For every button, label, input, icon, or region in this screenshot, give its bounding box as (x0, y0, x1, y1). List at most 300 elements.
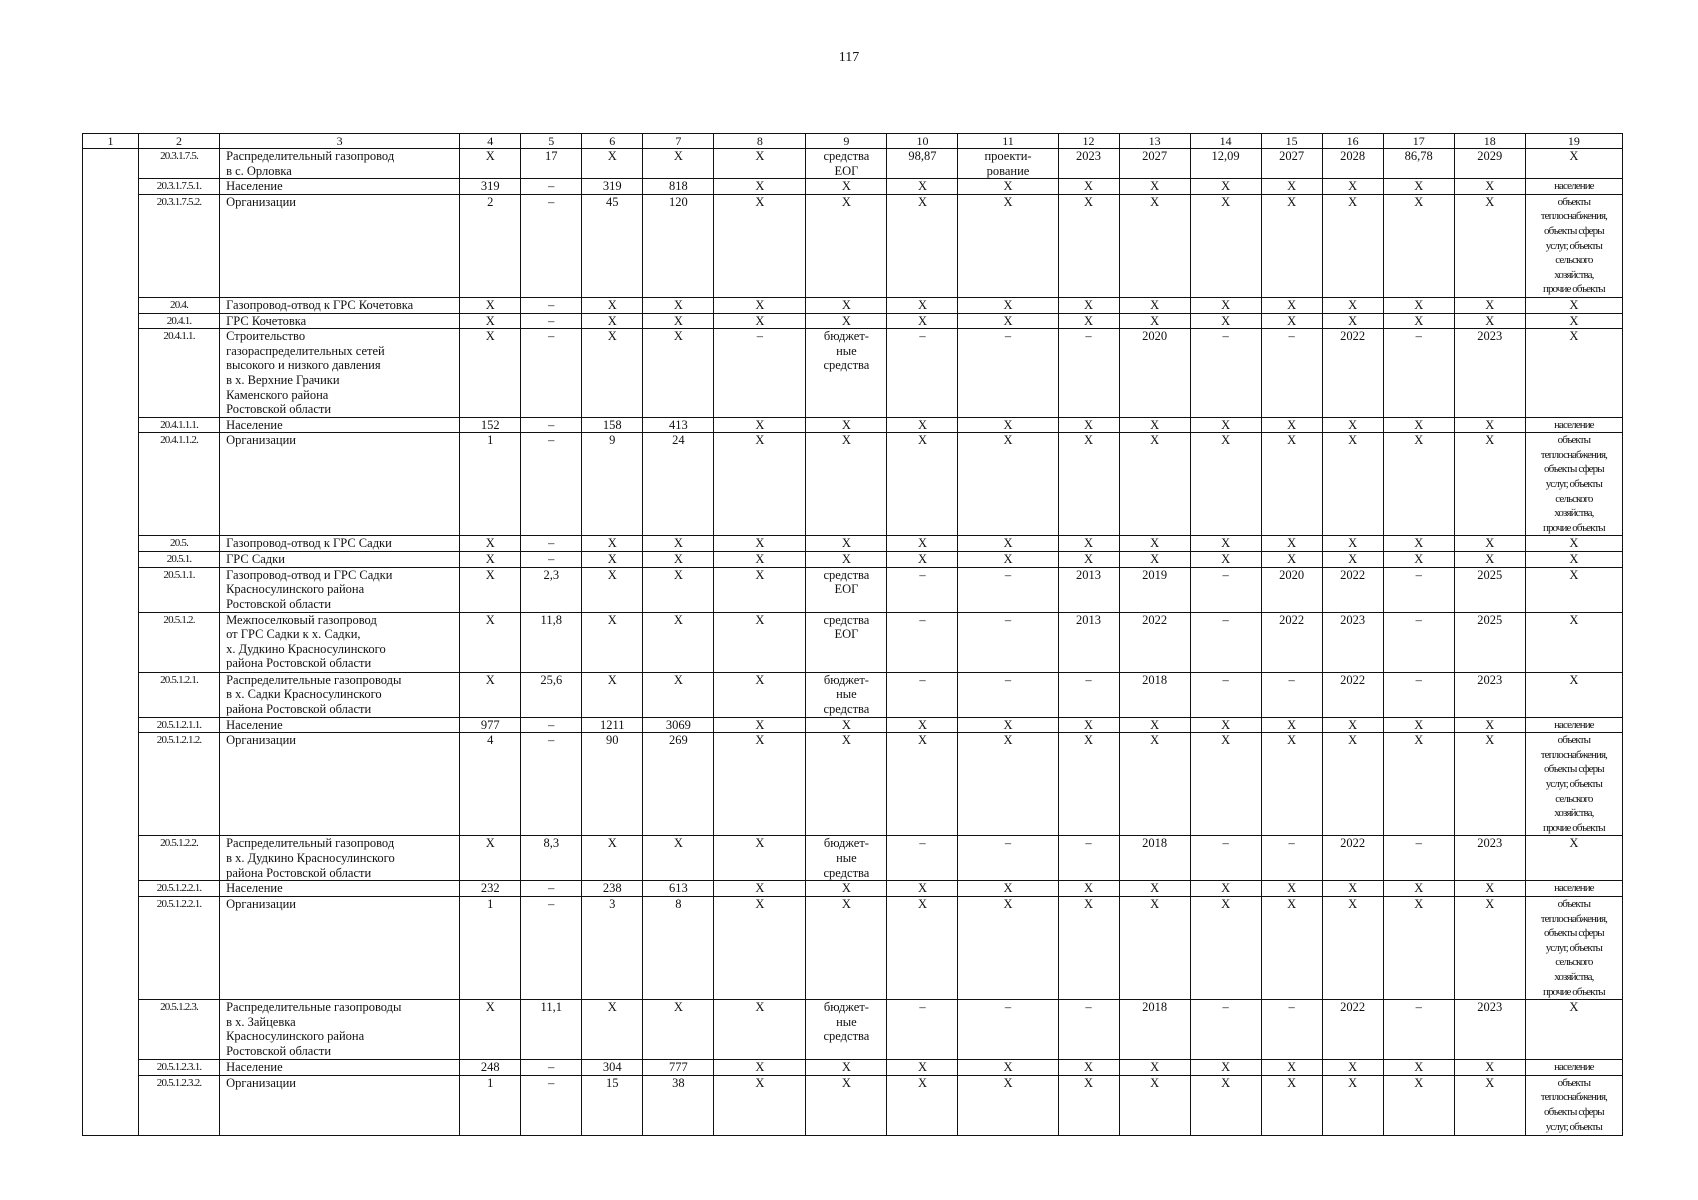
cell-c6: 158 (582, 417, 643, 433)
cell-c5: – (521, 329, 582, 418)
cell-c19: объекты теплоснабжения, объекты сферы услуг, объекты сельского хозяйства, прочие объекты (1525, 733, 1622, 836)
cell-c5: – (521, 1075, 582, 1135)
cell-c9: средства ЕОГ (806, 567, 887, 612)
cell-c13: X (1119, 1075, 1190, 1135)
cell-c14: X (1190, 536, 1261, 552)
row-name: Межпоселковый газопровод от ГРС Садки к х. Садки, х. Дудкино Красносулинского района Ростовской области (220, 612, 460, 672)
cell-c18: X (1454, 881, 1525, 897)
row-code: 20.4.1.1. (139, 329, 220, 418)
cell-c14: – (1190, 567, 1261, 612)
cell-c12: X (1058, 1075, 1119, 1135)
cell-c18: X (1454, 313, 1525, 329)
header-cell-1: 1 (83, 134, 139, 149)
cell-c12: X (1058, 717, 1119, 733)
cell-c17: X (1383, 717, 1454, 733)
cell-c7: 24 (643, 433, 714, 536)
cell-c14: X (1190, 896, 1261, 999)
cell-c19: население (1525, 1060, 1622, 1076)
header-cell-12: 12 (1058, 134, 1119, 149)
cell-c16: 2028 (1322, 149, 1383, 179)
row-name: Газопровод-отвод и ГРС Садки Красносулинского района Ростовской области (220, 567, 460, 612)
header-cell-4: 4 (460, 134, 521, 149)
cell-c12: X (1058, 313, 1119, 329)
cell-c16: X (1322, 433, 1383, 536)
cell-c18: X (1454, 433, 1525, 536)
row-name: Население (220, 417, 460, 433)
cell-c10: – (887, 612, 958, 672)
cell-c11: – (958, 612, 1058, 672)
cell-c18: X (1454, 1075, 1525, 1135)
cell-c6: 238 (582, 881, 643, 897)
cell-c11: X (958, 1060, 1058, 1076)
cell-c8: X (714, 717, 806, 733)
cell-c15: X (1261, 536, 1322, 552)
cell-c10: X (887, 179, 958, 195)
cell-c19: объекты теплоснабжения, объекты сферы услуг, объекты сельского хозяйства, прочие объекты (1525, 194, 1622, 297)
cell-c4: 1 (460, 1075, 521, 1135)
row-code: 20.5.1.1. (139, 567, 220, 612)
cell-c5: – (521, 896, 582, 999)
cell-c15: X (1261, 297, 1322, 313)
cell-c6: 304 (582, 1060, 643, 1076)
cell-c15: X (1261, 552, 1322, 568)
cell-c7: X (643, 313, 714, 329)
row-code: 20.4. (139, 297, 220, 313)
header-cell-18: 18 (1454, 134, 1525, 149)
row-code: 20.3.1.7.5. (139, 149, 220, 179)
cell-c6: X (582, 536, 643, 552)
cell-c8: X (714, 881, 806, 897)
cell-c8: X (714, 612, 806, 672)
header-cell-13: 13 (1119, 134, 1190, 149)
cell-c12: X (1058, 536, 1119, 552)
table-row (83, 896, 1623, 999)
cell-c13: 2018 (1119, 1000, 1190, 1060)
cell-c4: X (460, 536, 521, 552)
cell-c12: X (1058, 194, 1119, 297)
cell-c5: – (521, 881, 582, 897)
cell-c4: 977 (460, 717, 521, 733)
cell-c9: X (806, 417, 887, 433)
cell-c5: – (521, 536, 582, 552)
cell-c8: X (714, 672, 806, 717)
cell-c13: X (1119, 194, 1190, 297)
cell-c8: X (714, 733, 806, 836)
cell-c15: X (1261, 313, 1322, 329)
cell-c8: X (714, 567, 806, 612)
cell-c9: бюджет- ные средства (806, 836, 887, 881)
cell-c11: – (958, 672, 1058, 717)
cell-c18: 2023 (1454, 329, 1525, 418)
row-code: 20.5.1.2.3. (139, 1000, 220, 1060)
table-row (83, 733, 1623, 836)
cell-c4: X (460, 612, 521, 672)
row-code: 20.3.1.7.5.1. (139, 179, 220, 195)
row-name: ГРС Кочетовка (220, 313, 460, 329)
cell-c5: 11,1 (521, 1000, 582, 1060)
cell-c7: 120 (643, 194, 714, 297)
cell-c19: X (1525, 672, 1622, 717)
cell-c15: 2022 (1261, 612, 1322, 672)
cell-c17: X (1383, 417, 1454, 433)
cell-c4: 248 (460, 1060, 521, 1076)
cell-c16: 2022 (1322, 836, 1383, 881)
cell-c7: 269 (643, 733, 714, 836)
cell-c12: X (1058, 552, 1119, 568)
cell-c12: X (1058, 881, 1119, 897)
header-row (83, 134, 1623, 149)
cell-c15: X (1261, 881, 1322, 897)
cell-c13: 2018 (1119, 836, 1190, 881)
cell-c15: – (1261, 836, 1322, 881)
cell-c13: X (1119, 313, 1190, 329)
cell-c10: X (887, 733, 958, 836)
cell-c4: X (460, 567, 521, 612)
cell-c13: X (1119, 717, 1190, 733)
cell-c19: X (1525, 552, 1622, 568)
cell-c16: X (1322, 194, 1383, 297)
cell-c7: X (643, 329, 714, 418)
cell-c13: X (1119, 179, 1190, 195)
cell-c11: проекти- рование (958, 149, 1058, 179)
cell-c12: 2023 (1058, 149, 1119, 179)
cell-c5: 2,3 (521, 567, 582, 612)
header-cell-14: 14 (1190, 134, 1261, 149)
cell-c5: 25,6 (521, 672, 582, 717)
table-row (83, 881, 1623, 897)
cell-c4: 232 (460, 881, 521, 897)
cell-c15: X (1261, 896, 1322, 999)
cell-c6: 319 (582, 179, 643, 195)
cell-c4: X (460, 297, 521, 313)
cell-c9: X (806, 297, 887, 313)
cell-c12: – (1058, 672, 1119, 717)
cell-c7: X (643, 612, 714, 672)
cell-c9: X (806, 881, 887, 897)
cell-c7: X (643, 552, 714, 568)
cell-c18: X (1454, 417, 1525, 433)
cell-c7: 3069 (643, 717, 714, 733)
row-name: Население (220, 717, 460, 733)
cell-c6: X (582, 612, 643, 672)
cell-c4: 319 (460, 179, 521, 195)
cell-c9: X (806, 1075, 887, 1135)
cell-c11: X (958, 297, 1058, 313)
cell-c9: средства ЕОГ (806, 149, 887, 179)
cell-c11: X (958, 881, 1058, 897)
cell-c17: – (1383, 836, 1454, 881)
cell-c11: X (958, 1075, 1058, 1135)
cell-c7: X (643, 672, 714, 717)
header-cell-10: 10 (887, 134, 958, 149)
cell-c11: X (958, 536, 1058, 552)
table-row (83, 297, 1623, 313)
cell-c10: – (887, 567, 958, 612)
cell-c16: X (1322, 552, 1383, 568)
cell-c18: X (1454, 179, 1525, 195)
table-row (83, 612, 1623, 672)
cell-c16: X (1322, 179, 1383, 195)
cell-c19: X (1525, 297, 1622, 313)
cell-c9: X (806, 717, 887, 733)
header-cell-16: 16 (1322, 134, 1383, 149)
cell-c5: – (521, 179, 582, 195)
cell-c19: X (1525, 1000, 1622, 1060)
table-row (83, 194, 1623, 297)
cell-c14: 12,09 (1190, 149, 1261, 179)
cell-c7: X (643, 536, 714, 552)
cell-c6: X (582, 313, 643, 329)
cell-c12: X (1058, 433, 1119, 536)
cell-c15: X (1261, 1075, 1322, 1135)
cell-c7: 818 (643, 179, 714, 195)
cell-c19: X (1525, 836, 1622, 881)
cell-c14: – (1190, 836, 1261, 881)
cell-c14: – (1190, 329, 1261, 418)
cell-c4: X (460, 329, 521, 418)
cell-c9: X (806, 536, 887, 552)
header-cell-3: 3 (220, 134, 460, 149)
row-name: Газопровод-отвод к ГРС Кочетовка (220, 297, 460, 313)
cell-c10: X (887, 881, 958, 897)
cell-c15: X (1261, 717, 1322, 733)
cell-c11: X (958, 717, 1058, 733)
cell-c13: 2018 (1119, 672, 1190, 717)
cell-c17: X (1383, 1060, 1454, 1076)
cell-c19: объекты теплоснабжения, объекты сферы услуг, объекты (1525, 1075, 1622, 1135)
cell-c10: X (887, 896, 958, 999)
header-cell-17: 17 (1383, 134, 1454, 149)
cell-c9: бюджет- ные средства (806, 672, 887, 717)
cell-c12: X (1058, 417, 1119, 433)
cell-c19: население (1525, 717, 1622, 733)
cell-c18: X (1454, 194, 1525, 297)
header-cell-19: 19 (1525, 134, 1622, 149)
cell-c15: – (1261, 329, 1322, 418)
cell-c13: X (1119, 297, 1190, 313)
cell-c10: 98,87 (887, 149, 958, 179)
cell-c14: X (1190, 433, 1261, 536)
cell-c13: X (1119, 896, 1190, 999)
cell-c7: X (643, 149, 714, 179)
row-code: 20.4.1.1.1. (139, 417, 220, 433)
cell-c16: X (1322, 1060, 1383, 1076)
cell-c16: X (1322, 1075, 1383, 1135)
cell-c14: X (1190, 417, 1261, 433)
cell-c10: X (887, 1060, 958, 1076)
row-name: Организации (220, 194, 460, 297)
row-name: Население (220, 179, 460, 195)
cell-c19: X (1525, 612, 1622, 672)
cell-c8: X (714, 179, 806, 195)
table-row (83, 717, 1623, 733)
cell-c9: X (806, 194, 887, 297)
header-cell-5: 5 (521, 134, 582, 149)
cell-c11: X (958, 194, 1058, 297)
cell-c19: X (1525, 313, 1622, 329)
cell-c11: X (958, 179, 1058, 195)
cell-c5: – (521, 1060, 582, 1076)
cell-c10: X (887, 313, 958, 329)
row-name: Газопровод-отвод к ГРС Садки (220, 536, 460, 552)
row-code: 20.4.1. (139, 313, 220, 329)
cell-c8: X (714, 417, 806, 433)
cell-c17: X (1383, 313, 1454, 329)
cell-c13: 2022 (1119, 612, 1190, 672)
cell-c12: X (1058, 179, 1119, 195)
cell-c17: X (1383, 1075, 1454, 1135)
cell-c14: – (1190, 1000, 1261, 1060)
cell-c13: X (1119, 881, 1190, 897)
cell-c11: X (958, 552, 1058, 568)
row-name: Организации (220, 433, 460, 536)
cell-c6: X (582, 297, 643, 313)
cell-c11: – (958, 836, 1058, 881)
cell-c5: – (521, 733, 582, 836)
cell-c7: 38 (643, 1075, 714, 1135)
cell-c4: X (460, 1000, 521, 1060)
row-name: Строительство газораспределительных сетей высокого и низкого давления в х. Верхние Грачики Каменского района Ростовской области (220, 329, 460, 418)
table-row (83, 1075, 1623, 1135)
header-cell-9: 9 (806, 134, 887, 149)
cell-c14: X (1190, 552, 1261, 568)
cell-c17: – (1383, 567, 1454, 612)
cell-c11: X (958, 417, 1058, 433)
cell-c6: X (582, 836, 643, 881)
cell-c9: X (806, 552, 887, 568)
cell-c10: X (887, 417, 958, 433)
cell-c13: X (1119, 536, 1190, 552)
table-row (83, 536, 1623, 552)
cell-c16: X (1322, 417, 1383, 433)
cell-c17: X (1383, 881, 1454, 897)
cell-c9: X (806, 313, 887, 329)
header-cell-6: 6 (582, 134, 643, 149)
cell-c4: X (460, 672, 521, 717)
cell-c6: X (582, 149, 643, 179)
cell-c14: X (1190, 881, 1261, 897)
cell-c4: 1 (460, 896, 521, 999)
cell-c5: – (521, 297, 582, 313)
row-code: 20.5.1.2.1. (139, 672, 220, 717)
cell-c18: 2023 (1454, 672, 1525, 717)
table-row (83, 1060, 1623, 1076)
row-code: 20.5.1.2. (139, 612, 220, 672)
row-code: 20.4.1.1.2. (139, 433, 220, 536)
table-row (83, 417, 1623, 433)
row-name: Организации (220, 896, 460, 999)
cell-c16: X (1322, 733, 1383, 836)
cell-c10: X (887, 717, 958, 733)
cell-c11: – (958, 329, 1058, 418)
row-code: 20.5.1.2.3.1. (139, 1060, 220, 1076)
cell-c14: X (1190, 297, 1261, 313)
cell-c14: X (1190, 194, 1261, 297)
cell-c19: население (1525, 417, 1622, 433)
cell-c6: X (582, 672, 643, 717)
header-cell-7: 7 (643, 134, 714, 149)
cell-c18: X (1454, 717, 1525, 733)
cell-c8: X (714, 1060, 806, 1076)
cell-c17: X (1383, 194, 1454, 297)
cell-c11: – (958, 1000, 1058, 1060)
cell-c5: – (521, 433, 582, 536)
cell-c14: – (1190, 672, 1261, 717)
cell-c7: 777 (643, 1060, 714, 1076)
cell-c19: объекты теплоснабжения, объекты сферы услуг, объекты сельского хозяйства, прочие объекты (1525, 433, 1622, 536)
cell-c19: X (1525, 329, 1622, 418)
cell-c10: X (887, 536, 958, 552)
row-code: 20.5.1.2.2.1. (139, 881, 220, 897)
cell-c8: X (714, 194, 806, 297)
row-name: Население (220, 1060, 460, 1076)
cell-c17: – (1383, 329, 1454, 418)
cell-c9: X (806, 896, 887, 999)
cell-c19: население (1525, 881, 1622, 897)
cell-c10: – (887, 1000, 958, 1060)
row-name: Распределительный газопровод в х. Дудкино Красносулинского района Ростовской области (220, 836, 460, 881)
cell-c6: X (582, 552, 643, 568)
cell-c14: X (1190, 1075, 1261, 1135)
cell-c5: – (521, 552, 582, 568)
cell-c15: X (1261, 1060, 1322, 1076)
table-body (83, 134, 1623, 1136)
cell-c9: X (806, 733, 887, 836)
cell-c15: X (1261, 194, 1322, 297)
cell-c7: 613 (643, 881, 714, 897)
cell-c5: 17 (521, 149, 582, 179)
cell-c18: 2023 (1454, 836, 1525, 881)
cell-c11: X (958, 896, 1058, 999)
cell-c18: X (1454, 896, 1525, 999)
cell-c14: X (1190, 733, 1261, 836)
cell-c15: – (1261, 1000, 1322, 1060)
cell-c4: 152 (460, 417, 521, 433)
cell-c13: X (1119, 1060, 1190, 1076)
row-name: Население (220, 881, 460, 897)
cell-c16: 2022 (1322, 672, 1383, 717)
table-row (83, 567, 1623, 612)
row-code: 20.5.1.2.2. (139, 836, 220, 881)
cell-c12: X (1058, 896, 1119, 999)
header-cell-2: 2 (139, 134, 220, 149)
cell-c17: X (1383, 433, 1454, 536)
cell-c9: средства ЕОГ (806, 612, 887, 672)
cell-c6: 15 (582, 1075, 643, 1135)
table-row (83, 313, 1623, 329)
cell-c13: X (1119, 433, 1190, 536)
table-row (83, 552, 1623, 568)
row-name: Распределительный газопровод в с. Орловка (220, 149, 460, 179)
row-code: 20.5.1.2.1.2. (139, 733, 220, 836)
header-cell-11: 11 (958, 134, 1058, 149)
cell-c16: 2022 (1322, 1000, 1383, 1060)
table-row (83, 1000, 1623, 1060)
cell-c7: X (643, 836, 714, 881)
cell-c8: X (714, 896, 806, 999)
table-row (83, 836, 1623, 881)
cell-c16: 2022 (1322, 567, 1383, 612)
table-row (83, 329, 1623, 418)
row-name: Распределительные газопроводы в х. Садки Красносулинского района Ростовской области (220, 672, 460, 717)
cell-c9: бюджет- ные средства (806, 329, 887, 418)
cell-c16: 2023 (1322, 612, 1383, 672)
cell-c13: 2019 (1119, 567, 1190, 612)
cell-c18: 2023 (1454, 1000, 1525, 1060)
cell-c4: X (460, 313, 521, 329)
cell-c11: X (958, 433, 1058, 536)
cell-c19: население (1525, 179, 1622, 195)
